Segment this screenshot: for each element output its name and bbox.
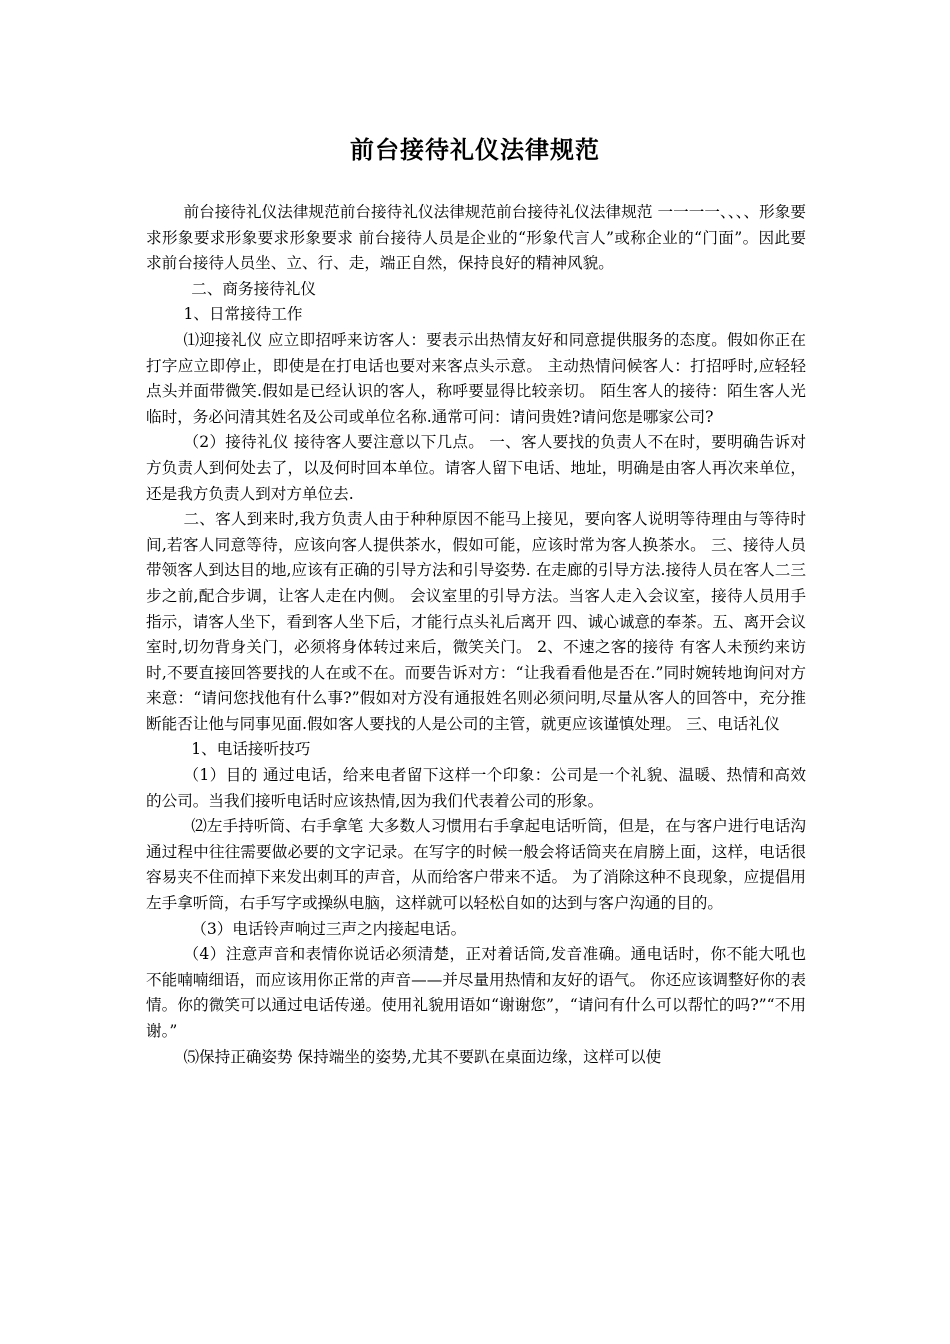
paragraph-phone-posture: ⑸保持正确姿势 保持端坐的姿势,尤其不要趴在桌面边缘，这样可以使 — [183, 1047, 662, 1066]
paragraph-guest-arrival: 二、客人到来时,我方负责人由于种种原因不能马上接见，要向客人说明等待理由与等待时间,若客人同意等待，应该向客人提供茶水，假如可能，应该时常为客人换茶水。 三、接待人员带领客人到达目的地,应该有正确的引导方法和引导姿势. 在走廊的引导方法.接待人员在客人二三步之前,配合步调，让客人走在内侧。 会议室里的引导方法。当客人走入会议室，接待人员用手指示，请客人坐下，看到客人坐下后，才能行点头礼后离开 四、诚心诚意的奉茶。五、离开会议室时,切勿背身关门，必须将身体转过来后，微笑关门。 2、不速之客的接待 有客人未预约来访时,不要直接回答要找的人在或不在。而要告诉对方：“让我看看他是否在.”同时婉转地询问对方来意：“请问您找他有什么事?”假如对方没有通报姓名则必须问明,尽量从客人的回答中，充分推断能否让他与同事见面.假如客人要找的人是公司的主管，就更应该谨慎处理。 三、电话礼仪 — [146, 510, 806, 733]
document-body — [146, 200, 806, 1070]
heading-phone-skills: 1、电话接听技巧 — [191, 740, 311, 759]
paragraph-intro: 前台接待礼仪法律规范前台接待礼仪法律规范前台接待礼仪法律规范 一一一一、、、、形象要求形象要求形象要求形象要求 前台接待人员是企业的“形象代言人”或称企业的“门面”。因此要求前台接待人员坐、立、行、走，端正自然，保持良好的精神风貌。 — [146, 203, 806, 273]
paragraph-reception-etiquette: （2）接待礼仪 接待客人要注意以下几点。 一、客人要找的负责人不在时，要明确告诉对方负责人到何处去了，以及何时回本单位。请客人留下电话、地址，明确是由客人再次来单位，还是我方负责人到对方单位去. — [146, 433, 806, 503]
paragraph-phone-ring: （3）电话铃声响过三声之内接起电话。 — [191, 919, 467, 938]
page-title: 前台接待礼仪法律规范 — [350, 135, 600, 164]
heading-daily-reception: 1、日常接待工作 — [183, 305, 303, 324]
paragraph-phone-hands: ⑵左手持听筒、右手拿笔 大多数人习惯用右手拿起电话听筒，但是，在与客户进行电话沟通过程中往往需要做必要的文字记录。在写字的时候一般会将话筒夹在肩膀上面，这样，电话很容易夹不住而掉下来发出刺耳的声音，从而给客户带来不适。 为了消除这种不良现象，应提倡用左手拿听筒，右手写字或操纵电脑，这样就可以轻松自如的达到与客户沟通的目的。 — [146, 817, 806, 913]
paragraph-phone-purpose: （1）目的 通过电话，给来电者留下这样一个印象：公司是一个礼貌、温暖、热情和高效的公司。当我们接听电话时应该热情,因为我们代表着公司的形象。 — [146, 766, 806, 810]
heading-business-reception: 二、商务接待礼仪 — [191, 279, 316, 298]
paragraph-greeting-etiquette: ⑴迎接礼仪 应立即招呼来访客人：要表示出热情友好和同意提供服务的态度。假如你正在打字应立即停止，即使是在打电话也要对来客点头示意。 主动热情问候客人：打招呼时,应轻轻点头并面带微笑.假如是已经认识的客人，称呼要显得比较亲切。 陌生客人的接待：陌生客人光临时，务必问清其姓名及公司或单位名称.通常可问：请问贵姓?请问您是哪家公司? — [146, 330, 806, 426]
paragraph-phone-voice: （4）注意声音和表情你说话必须清楚，正对着话筒,发音准确。通电话时，你不能大吼也不能喃喃细语，而应该用你正常的声音——并尽量用热情和友好的语气。 你还应该调整好你的表情。你的微笑可以通过电话传递。使用礼貌用语如“谢谢您”，“请问有什么可以帮忙的吗?”“不用谢。” — [146, 945, 806, 1040]
